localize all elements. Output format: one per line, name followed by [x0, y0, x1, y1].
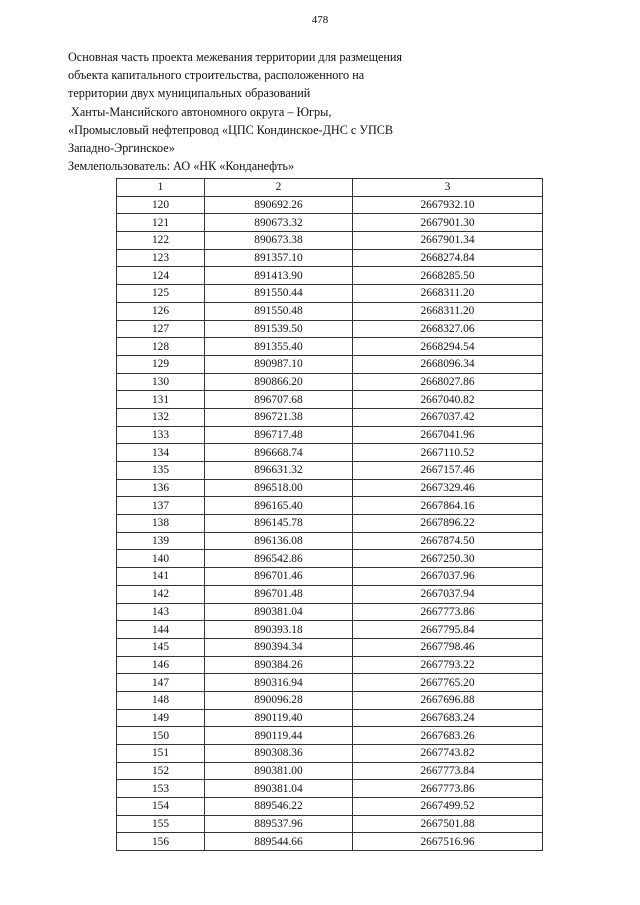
y-coordinate-cell: 2667896.22 — [353, 515, 543, 533]
table-row — [117, 603, 543, 621]
point-number-cell: 154 — [117, 798, 205, 816]
y-coordinate-cell: 2667501.88 — [353, 815, 543, 833]
table-row — [117, 515, 543, 533]
y-coordinate-cell: 2667037.96 — [353, 568, 543, 586]
y-coordinate-cell: 2667329.46 — [353, 479, 543, 497]
point-number-cell: 144 — [117, 621, 205, 639]
x-coordinate-cell: 890381.04 — [205, 780, 353, 798]
point-number-cell: 133 — [117, 426, 205, 444]
y-coordinate-cell: 2667683.26 — [353, 727, 543, 745]
point-number-cell: 135 — [117, 462, 205, 480]
y-coordinate-cell: 2667743.82 — [353, 745, 543, 763]
document-header — [68, 48, 488, 175]
y-coordinate-cell: 2667773.86 — [353, 603, 543, 621]
table-row — [117, 833, 543, 851]
x-coordinate-cell: 890673.32 — [205, 214, 353, 232]
y-coordinate-cell: 2668327.06 — [353, 320, 543, 338]
point-number-cell: 128 — [117, 338, 205, 356]
x-coordinate-cell: 891550.44 — [205, 285, 353, 303]
x-coordinate-cell: 890316.94 — [205, 674, 353, 692]
header-line: Землепользователь: АО «НК «Конданефть» — [68, 159, 295, 174]
y-coordinate-cell: 2667901.30 — [353, 214, 543, 232]
y-coordinate-cell: 2667516.96 — [353, 833, 543, 851]
y-coordinate-cell: 2667795.84 — [353, 621, 543, 639]
table-row — [117, 462, 543, 480]
x-coordinate-cell: 890381.00 — [205, 762, 353, 780]
x-coordinate-cell: 896136.08 — [205, 532, 353, 550]
y-coordinate-cell: 2668311.20 — [353, 285, 543, 303]
point-number-cell: 146 — [117, 656, 205, 674]
header-line: Западно-Эргинское» — [68, 141, 175, 156]
point-number-cell: 123 — [117, 249, 205, 267]
y-coordinate-cell: 2667773.84 — [353, 762, 543, 780]
y-coordinate-cell: 2667041.96 — [353, 426, 543, 444]
y-coordinate-cell: 2667499.52 — [353, 798, 543, 816]
table-row — [117, 656, 543, 674]
point-number-cell: 145 — [117, 638, 205, 656]
x-coordinate-cell: 889546.22 — [205, 798, 353, 816]
table-row — [117, 674, 543, 692]
table-row — [117, 568, 543, 586]
y-coordinate-cell: 2667696.88 — [353, 691, 543, 709]
x-coordinate-cell: 891357.10 — [205, 249, 353, 267]
x-coordinate-cell: 890096.28 — [205, 691, 353, 709]
table-row — [117, 338, 543, 356]
y-coordinate-cell: 2667932.10 — [353, 196, 543, 214]
table-row — [117, 320, 543, 338]
x-coordinate-cell: 891550.48 — [205, 302, 353, 320]
y-coordinate-cell: 2667037.42 — [353, 408, 543, 426]
point-number-cell: 131 — [117, 391, 205, 409]
table-row — [117, 426, 543, 444]
header-line: «Промысловый нефтепровод «ЦПС Кондинское-ДНС с УПСВ — [68, 122, 394, 137]
y-coordinate-cell: 2668096.34 — [353, 355, 543, 373]
point-number-cell: 127 — [117, 320, 205, 338]
point-number-cell: 143 — [117, 603, 205, 621]
y-coordinate-cell: 2667773.86 — [353, 780, 543, 798]
table-row — [117, 196, 543, 214]
header-line: Основная часть проекта межевания территории для размещения — [68, 50, 403, 64]
y-coordinate-cell: 2668027.86 — [353, 373, 543, 391]
point-number-cell: 121 — [117, 214, 205, 232]
y-coordinate-cell: 2668285.50 — [353, 267, 543, 285]
x-coordinate-cell: 890692.26 — [205, 196, 353, 214]
table-row — [117, 745, 543, 763]
table-row — [117, 532, 543, 550]
table-row — [117, 550, 543, 568]
column-header: 3 — [353, 179, 543, 197]
x-coordinate-cell: 896542.86 — [205, 550, 353, 568]
x-coordinate-cell: 890308.36 — [205, 745, 353, 763]
coordinates-table — [116, 178, 543, 851]
y-coordinate-cell: 2668311.20 — [353, 302, 543, 320]
table-row — [117, 391, 543, 409]
page-number: 478 — [311, 14, 329, 26]
x-coordinate-cell: 890987.10 — [205, 355, 353, 373]
x-coordinate-cell: 890866.20 — [205, 373, 353, 391]
point-number-cell: 148 — [117, 691, 205, 709]
x-coordinate-cell: 890119.40 — [205, 709, 353, 727]
table-row — [117, 214, 543, 232]
point-number-cell: 120 — [117, 196, 205, 214]
point-number-cell: 122 — [117, 232, 205, 250]
table-row — [117, 815, 543, 833]
x-coordinate-cell: 896701.46 — [205, 568, 353, 586]
point-number-cell: 126 — [117, 302, 205, 320]
column-header: 2 — [205, 179, 353, 197]
point-number-cell: 151 — [117, 745, 205, 763]
x-coordinate-cell: 891355.40 — [205, 338, 353, 356]
table-row — [117, 373, 543, 391]
table-row — [117, 355, 543, 373]
x-coordinate-cell: 896701.48 — [205, 585, 353, 603]
table-header-row — [117, 179, 543, 197]
point-number-cell: 150 — [117, 727, 205, 745]
table-row — [117, 780, 543, 798]
y-coordinate-cell: 2668294.54 — [353, 338, 543, 356]
point-number-cell: 152 — [117, 762, 205, 780]
table-row — [117, 479, 543, 497]
point-number-cell: 141 — [117, 568, 205, 586]
x-coordinate-cell: 890393.18 — [205, 621, 353, 639]
table-row — [117, 285, 543, 303]
table-row — [117, 638, 543, 656]
point-number-cell: 153 — [117, 780, 205, 798]
point-number-cell: 138 — [117, 515, 205, 533]
point-number-cell: 139 — [117, 532, 205, 550]
y-coordinate-cell: 2667793.22 — [353, 656, 543, 674]
y-coordinate-cell: 2667683.24 — [353, 709, 543, 727]
table-row — [117, 232, 543, 250]
point-number-cell: 124 — [117, 267, 205, 285]
x-coordinate-cell: 896518.00 — [205, 479, 353, 497]
table-row — [117, 762, 543, 780]
table-row — [117, 727, 543, 745]
point-number-cell: 136 — [117, 479, 205, 497]
header-line: территории двух муниципальных образований — [68, 86, 311, 101]
x-coordinate-cell: 896165.40 — [205, 497, 353, 515]
y-coordinate-cell: 2667864.16 — [353, 497, 543, 515]
table-row — [117, 444, 543, 462]
x-coordinate-cell: 889544.66 — [205, 833, 353, 851]
point-number-cell: 125 — [117, 285, 205, 303]
point-number-cell: 142 — [117, 585, 205, 603]
point-number-cell: 134 — [117, 444, 205, 462]
x-coordinate-cell: 890381.04 — [205, 603, 353, 621]
x-coordinate-cell: 890119.44 — [205, 727, 353, 745]
x-coordinate-cell: 890673.38 — [205, 232, 353, 250]
table-row — [117, 691, 543, 709]
point-number-cell: 129 — [117, 355, 205, 373]
header-line: Ханты-Мансийского автономного округа – Югры, — [68, 104, 332, 119]
point-number-cell: 156 — [117, 833, 205, 851]
table-row — [117, 621, 543, 639]
x-coordinate-cell: 891413.90 — [205, 267, 353, 285]
y-coordinate-cell: 2667040.82 — [353, 391, 543, 409]
y-coordinate-cell: 2667037.94 — [353, 585, 543, 603]
x-coordinate-cell: 890384.26 — [205, 656, 353, 674]
y-coordinate-cell: 2667798.46 — [353, 638, 543, 656]
x-coordinate-cell: 890394.34 — [205, 638, 353, 656]
x-coordinate-cell: 889537.96 — [205, 815, 353, 833]
table-body — [117, 196, 543, 850]
x-coordinate-cell: 896145.78 — [205, 515, 353, 533]
point-number-cell: 132 — [117, 408, 205, 426]
y-coordinate-cell: 2668274.84 — [353, 249, 543, 267]
point-number-cell: 140 — [117, 550, 205, 568]
y-coordinate-cell: 2667157.46 — [353, 462, 543, 480]
y-coordinate-cell: 2667250.30 — [353, 550, 543, 568]
table-row — [117, 267, 543, 285]
table-row — [117, 302, 543, 320]
table-row — [117, 408, 543, 426]
point-number-cell: 130 — [117, 373, 205, 391]
table-row — [117, 709, 543, 727]
x-coordinate-cell: 896707.68 — [205, 391, 353, 409]
table-row — [117, 249, 543, 267]
table-row — [117, 798, 543, 816]
point-number-cell: 155 — [117, 815, 205, 833]
y-coordinate-cell: 2667874.50 — [353, 532, 543, 550]
point-number-cell: 149 — [117, 709, 205, 727]
x-coordinate-cell: 896631.32 — [205, 462, 353, 480]
x-coordinate-cell: 891539.50 — [205, 320, 353, 338]
y-coordinate-cell: 2667110.52 — [353, 444, 543, 462]
x-coordinate-cell: 896668.74 — [205, 444, 353, 462]
column-header: 1 — [117, 179, 205, 197]
header-line: объекта капитального строительства, расположенного на — [68, 68, 365, 83]
y-coordinate-cell: 2667765.20 — [353, 674, 543, 692]
table-row — [117, 585, 543, 603]
x-coordinate-cell: 896721.38 — [205, 408, 353, 426]
point-number-cell: 147 — [117, 674, 205, 692]
table-row — [117, 497, 543, 515]
point-number-cell: 137 — [117, 497, 205, 515]
y-coordinate-cell: 2667901.34 — [353, 232, 543, 250]
x-coordinate-cell: 896717.48 — [205, 426, 353, 444]
